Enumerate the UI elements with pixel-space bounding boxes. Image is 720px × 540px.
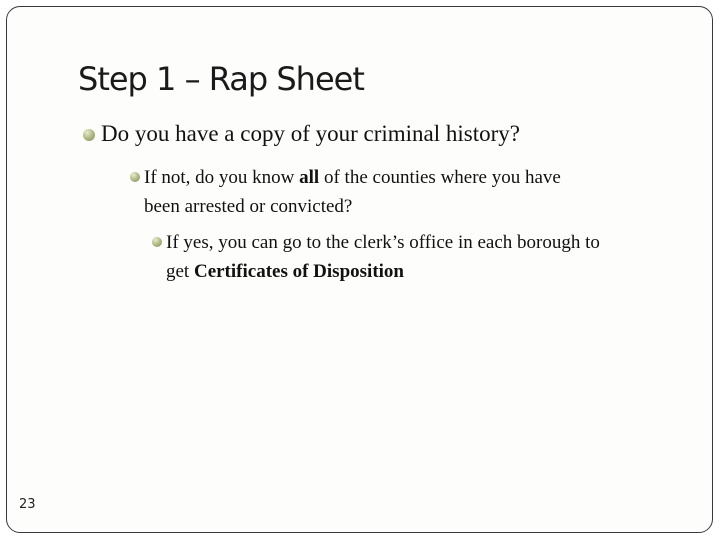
slide-title: Step 1 – Rap Sheet: [78, 60, 364, 98]
bullet-dot-icon: [152, 237, 162, 247]
bullet-text-line-1: If yes, you can go to the clerk’s office in each borough to: [166, 232, 600, 253]
bullet-text-bold: all: [299, 167, 320, 188]
bullet-text-post: of the counties where you have: [319, 167, 561, 188]
bullet-text-line-2: been arrested or convicted?: [144, 196, 353, 217]
bullet-text-pre: get: [166, 261, 194, 282]
bullet-text-line-2: [152, 257, 692, 286]
bullet-level-2: [130, 163, 690, 221]
bullet-level-3: [152, 228, 692, 286]
bullet-text-line-1: [130, 163, 690, 192]
bullet-dot-icon: [130, 172, 140, 182]
bullet-text-pre: If not, do you know: [144, 167, 300, 188]
bullet-level-1: [83, 121, 520, 147]
bullet-text: Do you have a copy of your criminal history?: [101, 121, 520, 146]
bullet-dot-icon: [83, 129, 95, 141]
page-number: 23: [19, 497, 36, 512]
bullet-text-bold: Certificates of Disposition: [193, 261, 404, 282]
